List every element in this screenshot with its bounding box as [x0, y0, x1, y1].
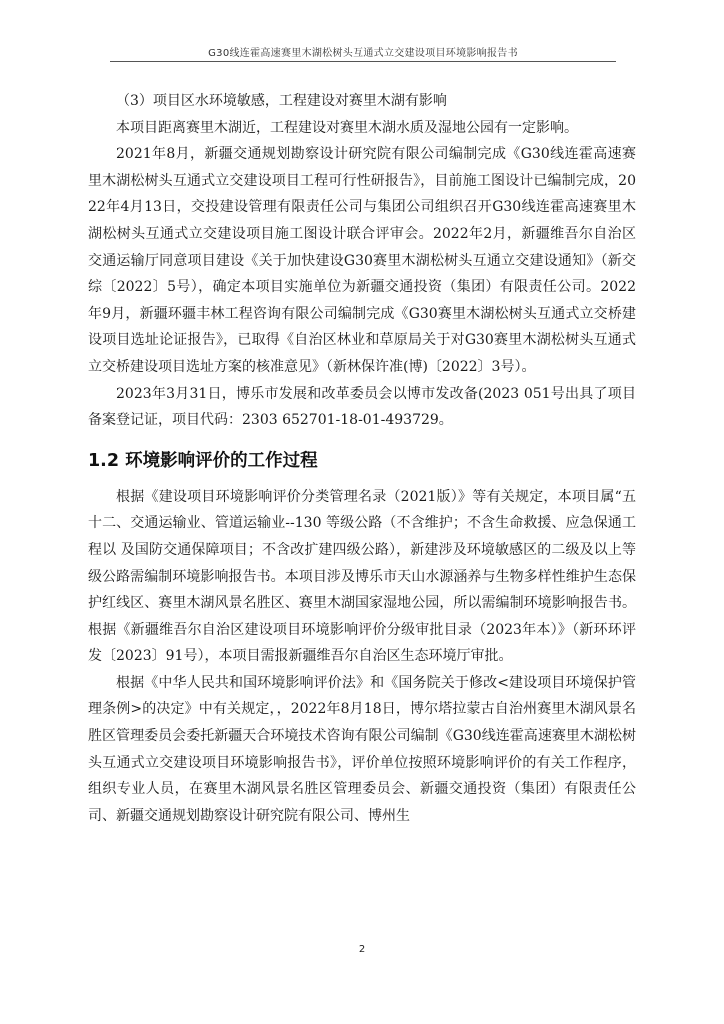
page-number: 2: [358, 944, 366, 955]
section-heading-eia-process: 1.2 环境影响评价的工作过程: [88, 450, 318, 471]
running-header: G30线连霍高速赛里木湖松树头互通式立交建设项目环境影响报告书: [208, 48, 518, 59]
paragraph-water-sensitivity: （3）项目区水环境敏感，工程建设对赛里木湖有影响: [116, 93, 447, 109]
paragraph-project-registration: 2023年3月31日，博乐市发展和改革委员会以博市发改备(2023 051号出具了项目备案登记证，项目代码：2303 652701-18-01-493729。: [88, 385, 636, 429]
page-body: [88, 88, 636, 829]
paragraph-classification-basis: 根据《建设项目环境影响评价分类管理名录（2021版）》等有关规定，本项目属“五十二、交通运输业、管道运输业--130 等级公路（不含维护；不含生命救援、应急保通工程以 及国防交通保障项目；不含改扩建四级公路），新建涉及环境敏感区的二级及以上等级公路需编制环境影响报告书。本项目涉及博乐市天山水源涵养与生物多样性维护生态保护红线区、赛里木湖风景名胜区、赛里木湖国家湿地公园，所以需编制环境影响报告书。根据《新疆维吾尔自治区建设项目环境影响评价分级审批目录（2023年本）》（新环环评发〔2023〕91号），本项目需报新疆维吾尔自治区生态环境厅审批。: [88, 488, 636, 665]
paragraph-commission-basis: 根据《中华人民共和国环境影响评价法》和《国务院关于修改<建设项目环境保护管理条例>的决定》中有关规定，，2022年8月18日，博尔塔拉蒙古自治州赛里木湖风景名胜区管理委员会委托新疆天合环境技术咨询有限公司编制《G30线连霍高速赛里木湖松树头互通式立交建设项目环境影响报告书》，评价单位按照环境影响评价的有关工作程序，组织专业人员，在赛里木湖风景名胜区管理委员会、新疆交通投资（集团）有限责任公司、新疆交通规划勘察设计研究院有限公司、博州生: [88, 674, 636, 824]
header-divider: [110, 61, 616, 62]
paragraph-lake-impact: 本项目距离赛里木湖近，工程建设对赛里木湖水质及湿地公园有一定影响。: [116, 119, 578, 136]
paragraph-project-history: 2021年8月，新疆交通规划勘察设计研究院有限公司编制完成《G30线连霍高速赛里木湖松树头互通式立交建设项目工程可行性研报告》，目前施工图设计已编制完成，2022年4月13日，交投建设管理有限责任公司与集团公司组织召开G30线连霍高速赛里木湖松树头互通式立交建设项目施工图设计联合评审会。2022年2月，新疆维吾尔自治区交通运输厅同意项目建设《关于加快建设G30赛里木湖松树头互通立交建设通知》（新交综〔2022〕5号），确定本项目实施单位为新疆交通投资（集团）有限责任公司。2022年9月，新疆环疆丰林工程咨询有限公司编制完成《G30赛里木湖松树头互通式立交桥建设项目选址论证报告》，已取得《自治区林业和草原局关于对G30赛里木湖松树头互通式立交桥建设项目选址方案的核准意见》（新林保许准(博)〔2022〕3号）。: [88, 146, 636, 375]
